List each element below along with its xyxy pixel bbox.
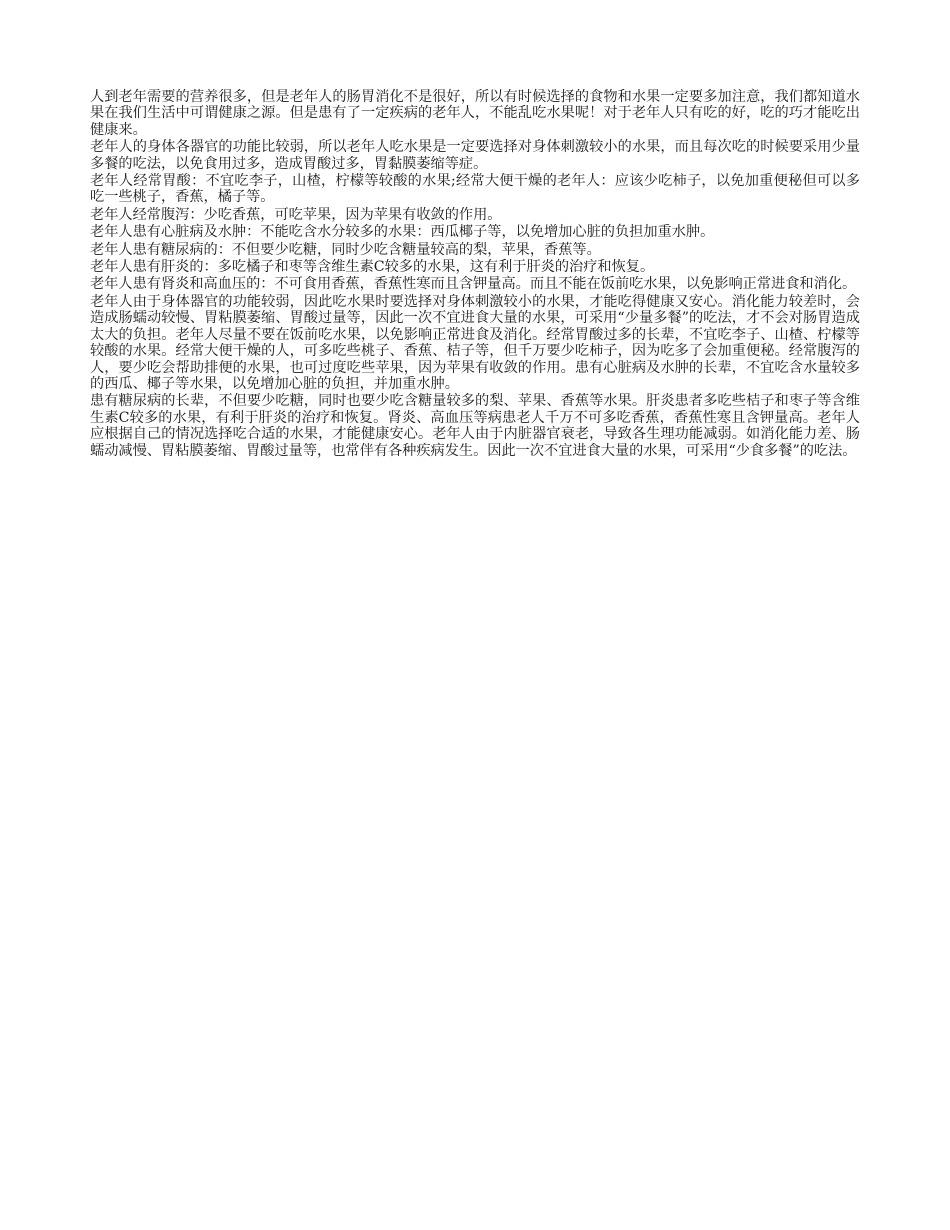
document-body [90,89,860,460]
paragraph-diabetes: 老年人患有糖尿病的：不但要少吃糖，同时少吃含糖量较高的梨，苹果，香蕉等。 [90,241,601,258]
paragraph-heart-disease: 老年人患有心脏病及水肿：不能吃含水分较多的水果：西瓜椰子等，以免增加心脏的负担加重水肿。 [90,224,715,241]
paragraph-organ-function: 老年人的身体各器官的功能比较弱，所以老年人吃水果是一定要选择对身体刺激较小的水果，而且每次吃的时候要采用少量多餐的吃法，以免食用过多，造成胃酸过多，胃黏膜萎缩等症。 [90,139,860,172]
paragraph-summary-two: 患有糖尿病的长辈，不但要少吃糖，同时也要少吃含糖量较多的梨、苹果、香蕉等水果。肝炎患者多吃些桔子和枣子等含维生素C较多的水果，有利于肝炎的治疗和恢复。肾炎、高血压等病患老人千万不可多吃香蕉，香蕉性寒且含钾量高。老年人应根据自己的情况选择吃合适的水果，才能健康安心。老年人由于内脏器官衰老，导致各生理功能减弱。如消化能力差、肠蠕动减慢、胃粘膜萎缩、胃酸过量等，也常伴有各种疾病发生。因此一次不宜进食大量的水果，可采用“少食多餐”的吃法。 [90,393,860,459]
paragraph-diarrhea: 老年人经常腹泻：少吃香蕉，可吃苹果，因为苹果有收敛的作用。 [90,206,502,223]
paragraph-stomach-acid: 老年人经常胃酸：不宜吃李子，山楂，柠檬等较酸的水果;经常大便干燥的老年人：应该少吃柿子，以免加重便秘但可以多吃一些桃子，香蕉，橘子等。 [90,173,860,206]
paragraph-hepatitis: 老年人患有肝炎的：多吃橘子和枣等含维生素C较多的水果，这有利于肝炎的治疗和恢复。 [90,259,655,276]
paragraph-summary-one: 老年人由于身体器官的功能较弱，因此吃水果时要选择对身体刺激较小的水果，才能吃得健康又安心。消化能力较差时，会造成肠蠕动较慢、胃粘膜萎缩、胃酸过量等，因此一次不宜进食大量的水果，可采用“少量多餐”的吃法，才不会对肠胃造成太大的负担。老年人尽量不要在饭前吃水果，以免影响正常进食及消化。经常胃酸过多的长辈，不宜吃李子、山楂、柠檬等较酸的水果。经常大便干燥的人，可多吃些桃子、香蕉、桔子等，但千万要少吃柿子，因为吃多了会加重便秘。经常腹泻的人，要少吃会帮助排便的水果，也可过度吃些苹果，因为苹果有收敛的作用。患有心脏病及水肿的长辈，不宜吃含水量较多的西瓜、椰子等水果，以免增加心脏的负担，并加重水肿。 [90,293,860,392]
paragraph-nephritis: 老年人患有肾炎和高血压的：不可食用香蕉，香蕉性寒而且含钾量高。而且不能在饭前吃水果，以免影响正常进食和消化。 [90,276,857,293]
paragraph-intro: 人到老年需要的营养很多，但是老年人的肠胃消化不是很好，所以有时候选择的食物和水果一定要多加注意，我们都知道水果在我们生活中可谓健康之源。但是患有了一定疾病的老年人，不能乱吃水果呢！对于老年人只有吃的好，吃的巧才能吃出健康来。 [90,89,860,138]
